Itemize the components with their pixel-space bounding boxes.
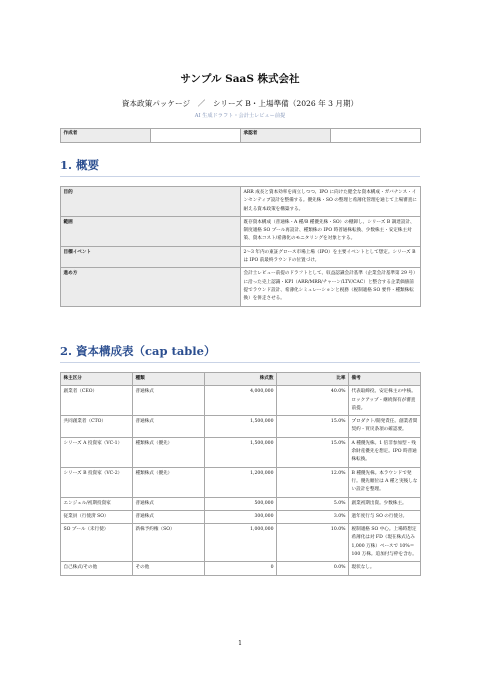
section-divider (60, 362, 420, 363)
table-row (61, 467, 421, 497)
cell-holder: エンジェル/初期投資家 (61, 497, 133, 510)
overview-key: 範囲 (61, 216, 241, 246)
cell-shares: 300,000 (205, 510, 277, 523)
cell-holder: SO プール（未行使） (61, 524, 133, 562)
table-row (61, 497, 421, 510)
table-row (61, 562, 421, 575)
table-row (61, 386, 421, 416)
cell-shares: 0 (205, 562, 277, 575)
cell-note: 現状なし。 (349, 562, 421, 575)
cell-note: プロダクト/開発責任。創業者間契約・買戻条項の確認要。 (349, 416, 421, 438)
cell-shares: 1,500,000 (205, 416, 277, 438)
table-row (61, 416, 421, 438)
cell-holder: シリーズ B 投資家（VC-2） (61, 467, 133, 497)
col-header-type: 種類 (133, 373, 205, 386)
cell-shares: 500,000 (205, 497, 277, 510)
cell-ratio: 3.0% (277, 510, 349, 523)
cell-ratio: 0.0% (277, 562, 349, 575)
table-row (61, 437, 421, 467)
cell-type: 普通株式 (133, 497, 205, 510)
overview-row (61, 216, 421, 246)
col-header-ratio: 比率 (277, 373, 349, 386)
col-header-holder: 株主区分 (61, 373, 133, 386)
cell-holder: シリーズ A 投資家（VC-1） (61, 437, 133, 467)
cell-ratio: 40.0% (277, 386, 349, 416)
cell-holder: 創業者（CEO） (61, 386, 133, 416)
overview-value: 既存資本構成（普通株・A 種/B 種優先株・SO）の棚卸し、シリーズ B 調達設計、制度適格 SO プール再設計、種類株の IPO 時普通株転換、少数株主・安定株主対策、資本コスト/希薄化のモニタリングを対象とする。 (241, 216, 421, 246)
cell-holder: 従業員（行使済 SO） (61, 510, 133, 523)
cell-note: 代表取締役。安定株主の中核。ロックアップ・継続保有が審査前提。 (349, 386, 421, 416)
cell-ratio: 15.0% (277, 416, 349, 438)
overview-row (61, 268, 421, 306)
col-header-note: 備考 (349, 373, 421, 386)
approver-value[interactable] (331, 129, 421, 143)
cell-type: その他 (133, 562, 205, 575)
cap-table (60, 372, 421, 576)
author-value[interactable] (151, 129, 241, 143)
signoff-table (60, 128, 421, 143)
overview-key: 目標イベント (61, 246, 241, 268)
document-subtitle: 資本政策パッケージ ／ シリーズ B・上場準備（2026 年 3 月期） (121, 99, 359, 108)
company-title: サンプル SaaS 株式会社 (180, 73, 300, 85)
section-heading-cap-table: 2. 資本構成表（cap table） (60, 344, 216, 358)
cell-shares: 1,500,000 (205, 437, 277, 467)
approver-label: 承認者 (241, 129, 331, 143)
draft-note: AI 生成ドラフト・会計士レビュー前提 (194, 113, 286, 119)
overview-row (61, 246, 421, 268)
author-label: 作成者 (61, 129, 151, 143)
cell-ratio: 10.0% (277, 524, 349, 562)
section-heading-overview: 1. 概要 (60, 158, 100, 172)
overview-value: ARR 成長と資本効率を両立しつつ、IPO に向けた健全な資本構成・ガバナンス・インセンティブ設計を整備する。優先株・SO の整理と希薄化管理を通じて上場審査に耐える資本政策を構築する。 (241, 187, 421, 217)
cell-type: 普通株式 (133, 386, 205, 416)
cell-type: 種類株式（優先） (133, 467, 205, 497)
cell-holder: 共同創業者（CTO） (61, 416, 133, 438)
table-row (61, 524, 421, 562)
cell-ratio: 12.0% (277, 467, 349, 497)
cell-type: 種類株式（優先） (133, 437, 205, 467)
cell-shares: 1,000,000 (205, 524, 277, 562)
col-header-shares: 株式数 (205, 373, 277, 386)
cell-note: B 種優先株。本ラウンドで発行。優先順位は A 種と実後しない設計を整理。 (349, 467, 421, 497)
overview-row (61, 187, 421, 217)
overview-table (60, 186, 421, 307)
cell-type: 普通株式 (133, 510, 205, 523)
overview-value: 2〜3 年内の東証グロース市場上場（IPO）を主要イベントとして想定。シリーズ B は IPO 前最終ラウンドの位置づけ。 (241, 246, 421, 268)
overview-key: 目的 (61, 187, 241, 217)
cell-holder: 自己株式/その他 (61, 562, 133, 575)
overview-value: 会計士レビュー前提のドラフトとして、収益認識会計基準（企業会計基準第 29 号）に沿った売上認識・KPI（ARR/MRR/チャーン/LTV/CAC）と整合する企業価値前提でラウンド設計、希薄化シミュレーションと税務（税制適格 SO 要件・種類株転換）を併走させる。 (241, 268, 421, 306)
cell-shares: 1,200,000 (205, 467, 277, 497)
cell-shares: 4,000,000 (205, 386, 277, 416)
cell-note: 税制適格 SO 中心。上場時想定希薄化は対 FD（現在株式込み 1,000 万株）ベースで 10%＝100 万株。追加付与枠を含む。 (349, 524, 421, 562)
cell-note: 過年度行与 SO の行使分。 (349, 510, 421, 523)
cell-ratio: 15.0% (277, 437, 349, 467)
cell-note: A 種優先株。1 倍非参加型・残余財産優先を想定。IPO 時普通株転換。 (349, 437, 421, 467)
table-row (61, 510, 421, 523)
overview-key: 進め方 (61, 268, 241, 306)
cell-type: 普通株式 (133, 416, 205, 438)
cell-type: 新株予約権（SO） (133, 524, 205, 562)
cell-ratio: 5.0% (277, 497, 349, 510)
cell-note: 創業初期出資。少数株主。 (349, 497, 421, 510)
page-number: 1 (238, 640, 242, 647)
section-divider (60, 176, 420, 177)
